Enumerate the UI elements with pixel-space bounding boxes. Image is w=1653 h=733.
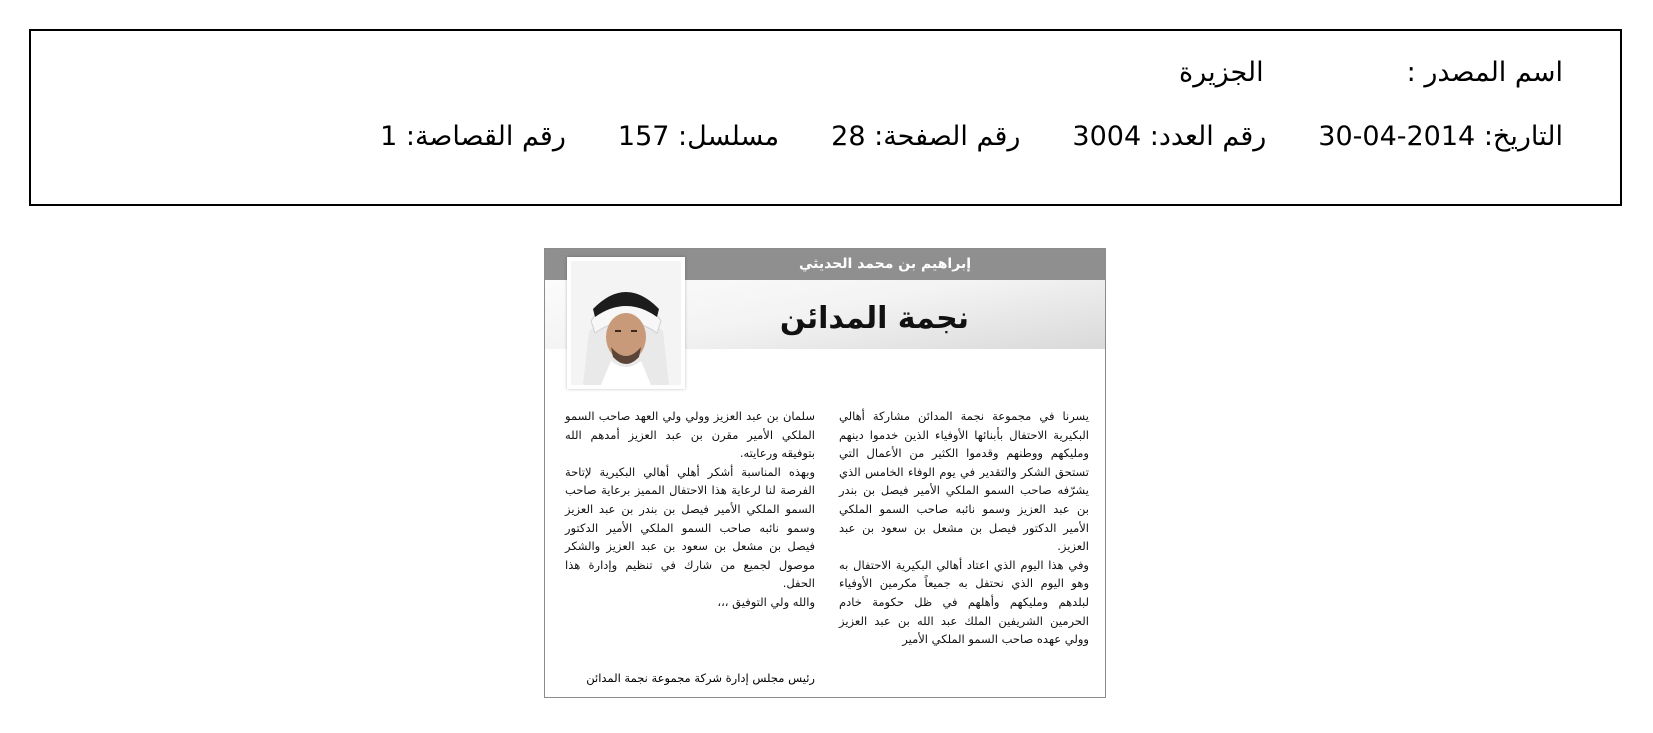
date-value: 2014-04-30 <box>1318 121 1476 152</box>
paragraph: سلمان بن عبد العزيز وولي ولي العهد صاحب السمو الملكي الأمير مقرن بن عبد العزيز أمدهم الله بتوفيقه ورعايته. <box>565 409 815 461</box>
paragraph: وفي هذا اليوم الذي اعتاد أهالي البكيرية الاحتفال به وهو اليوم الذي نحتفل به جميعاً مكرمين الأوفياء لبلدهم ومليكهم وأهلهم في ظل حكومة خادم الحرمين الشريفين الملك عبد الله بن عبد العزيز وولي عهده صاحب السمو الملكي الأمير <box>839 557 1089 647</box>
metadata-box <box>29 29 1622 206</box>
metadata-row-details <box>51 117 1563 157</box>
article-column-right <box>839 407 1089 649</box>
signature-line: رئيس مجلس إدارة شركة مجموعة نجمة المدائن <box>586 671 815 685</box>
serial-field <box>618 117 779 157</box>
author-photo <box>567 257 685 389</box>
closing-line: والله ولي التوفيق ،،، <box>717 594 815 609</box>
metadata-row-source <box>51 53 1563 93</box>
newspaper-clipping <box>544 248 1106 698</box>
issue-value: 3004 <box>1072 121 1142 152</box>
page-field <box>831 117 1020 157</box>
serial-label: مسلسل: <box>678 121 780 152</box>
issue-field <box>1072 117 1266 157</box>
date-label: التاريخ: <box>1483 121 1563 152</box>
source-value: الجزيرة <box>1179 57 1264 88</box>
article-column-left <box>565 407 815 612</box>
issue-label: رقم العدد: <box>1149 121 1267 152</box>
paragraph: يسرنا في مجموعة نجمة المدائن مشاركة أهالي البكيرية الاحتفال بأبنائها الأوفياء الذين خدموا دينهم ومليكهم ووطنهم وقدموا الكثير من الأعمال التي تستحق الشكر والتقدير في يوم الوفاء الخامس الذي يشرّفه صاحب السمو الملكي الأمير فيصل بن بندر بن عبد العزيز وسمو نائبه صاحب السمو الملكي الأمير الدكتور فيصل بن مشعل بن سعود بن عبد العزيز. <box>839 409 1089 554</box>
author-portrait-icon <box>571 261 681 385</box>
clip-label: رقم القصاصة: <box>405 121 566 152</box>
source-label: اسم المصدر : <box>1406 57 1563 88</box>
clip-value: 1 <box>380 121 398 152</box>
author-name: إبراهيم بن محمد الحديثي <box>798 256 971 272</box>
column-title: نجمة المدائن <box>779 301 969 336</box>
page-label: رقم الصفحة: <box>874 121 1021 152</box>
paragraph: وبهذه المناسبة أشكر أهلي أهالي البكيرية لإتاحة الفرصة لنا لرعاية هذا الاحتفال المميز برعاية صاحب السمو الملكي الأمير فيصل بن بندر بن عبد العزيز وسمو نائبه صاحب السمو الملكي الأمير الدكتور فيصل بن مشعل بن سعود بن عبد العزيز والشكر موصول لجميع من شارك في تنظيم وإدارة هذا الحفل. <box>565 464 815 591</box>
date-field <box>1318 117 1563 157</box>
page-value: 28 <box>831 121 866 152</box>
clip-field <box>380 117 566 157</box>
serial-value: 157 <box>617 121 670 152</box>
